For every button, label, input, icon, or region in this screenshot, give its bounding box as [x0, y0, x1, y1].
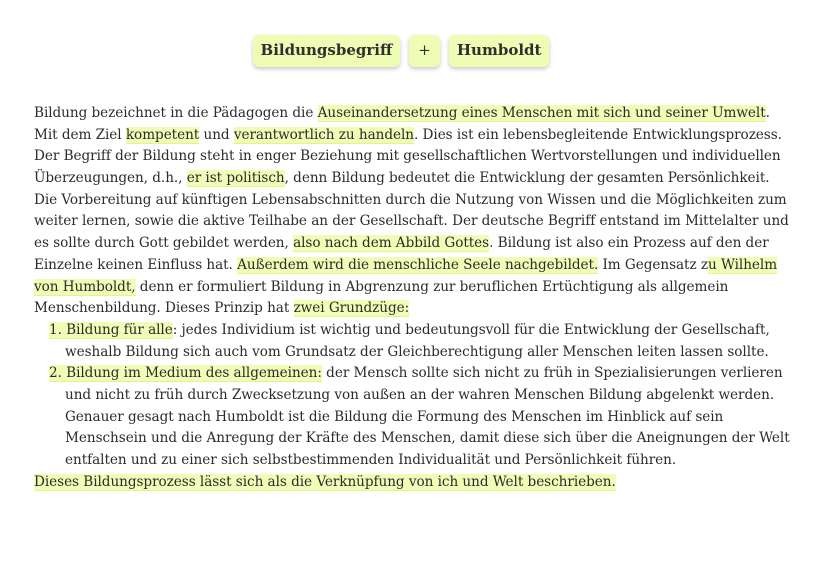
title-tag-bildungsbegriff: Bildungsbegriff	[253, 35, 401, 67]
text-line	[34, 428, 796, 450]
text-segment: .	[765, 105, 770, 121]
text-line	[34, 277, 796, 299]
highlighted-text: 2. Bildung im Medium des allgemeinen:	[49, 365, 322, 382]
highlighted-text: von Humboldt,	[34, 278, 136, 295]
text-segment: Einzelne keinen Einfluss hat.	[34, 256, 238, 273]
text-line	[34, 190, 796, 212]
text-line	[34, 342, 796, 364]
text-line	[34, 211, 796, 233]
text-segment: Menschenbildung. Dieses Prinzip hat	[34, 300, 294, 317]
text-line	[34, 385, 796, 407]
text-segment: und	[199, 126, 234, 143]
text-line	[34, 298, 796, 320]
text-line	[34, 363, 796, 385]
highlighted-text: Auseinandersetzung eines Menschen mit sich und seiner Umwelt	[317, 105, 766, 121]
text-line	[34, 472, 796, 494]
title-header	[0, 35, 828, 67]
text-segment: und nicht zu früh durch Zwecksetzung von außen an der wahren Menschen Bildung abgelenkt werden.	[65, 386, 775, 403]
text-segment: Überzeugungen, d.h.,	[34, 170, 187, 187]
text-segment: weiter lernen, sowie die aktive Teilhabe an der Gesellschaft. Der deutsche Begriff entstand im Mittelalter und	[34, 213, 789, 230]
highlighted-text: Dieses Bildungsprozess lässt sich als die Verknüpfung von ich und Welt beschrieben.	[34, 473, 616, 490]
highlighted-text: Außerdem wird die menschliche Seele nachgebildet.	[237, 256, 599, 273]
text-line	[34, 320, 796, 342]
text-line	[34, 450, 796, 472]
text-line	[34, 407, 796, 429]
text-segment: . Bildung ist also ein Prozess auf den der	[489, 235, 769, 252]
highlighted-text: er ist politisch	[186, 170, 285, 187]
text-segment: Die Vorbereitung auf künftigen Lebensabschnitten durch die Nutzung von Wissen und die Möglichkeiten zum	[34, 191, 787, 208]
text-segment: der Mensch sollte sich nicht zu früh in Spezialisierungen verlieren	[321, 365, 783, 382]
text-segment: Mit dem Ziel	[34, 126, 126, 143]
highlighted-text: kompetent	[125, 126, 200, 143]
text-line	[34, 255, 796, 277]
text-segment: Im Gegensatz z	[598, 256, 708, 273]
text-line	[34, 125, 796, 147]
text-segment: denn er formuliert Bildung in Abgrenzung zur beruflichen Ertüchtigung als allgemein	[135, 278, 729, 295]
highlighted-text: 1. Bildung für alle	[49, 321, 173, 338]
text-segment: . Dies ist ein lebensbegleitende Entwicklungsprozess.	[414, 126, 782, 143]
title-tag-humboldt: Humboldt	[449, 35, 550, 67]
text-line	[34, 103, 796, 125]
plus-sign-tag: +	[409, 35, 440, 67]
text-line	[34, 168, 796, 190]
text-segment: Genauer gesagt nach Humboldt ist die Bildung die Formung des Menschen im Hinblick auf sein	[65, 408, 724, 425]
note-body-text	[34, 103, 796, 493]
text-segment: weshalb Bildung sich auch vom Grundsatz der Gleichberechtigung aller Menschen leiten lassen sollte.	[65, 343, 769, 360]
highlighted-text: u Wilhelm	[707, 256, 778, 273]
text-segment: Der Begriff der Bildung steht in enger Beziehung mit gesellschaftlichen Wertvorstellungen und individuellen	[34, 148, 781, 165]
text-segment: : jedes Individium ist wichtig und bedeutungsvoll für die Entwicklung der Gesellschaft,	[172, 321, 770, 338]
highlighted-text: verantwortlich zu handeln	[233, 126, 414, 143]
text-segment: entfalten und zu einer sich selbstbestimmenden Individualität und Persönlichkeit führen.	[65, 452, 677, 468]
highlighted-text: zwei Grundzüge:	[293, 300, 410, 317]
text-segment: es sollte durch Gott gebildet werden,	[34, 235, 294, 252]
text-line	[34, 233, 796, 255]
text-segment: , denn Bildung bedeutet die Entwicklung der gesamten Persönlichkeit.	[284, 170, 770, 187]
text-segment: Menschsein und die Anregung der Kräfte des Menschen, damit diese sich über die Aneignungen der Welt	[65, 430, 790, 447]
highlighted-text: also nach dem Abbild Gottes	[293, 235, 490, 252]
text-segment: Bildung bezeichnet in die Pädagogen die	[34, 105, 318, 121]
text-line	[34, 146, 796, 168]
